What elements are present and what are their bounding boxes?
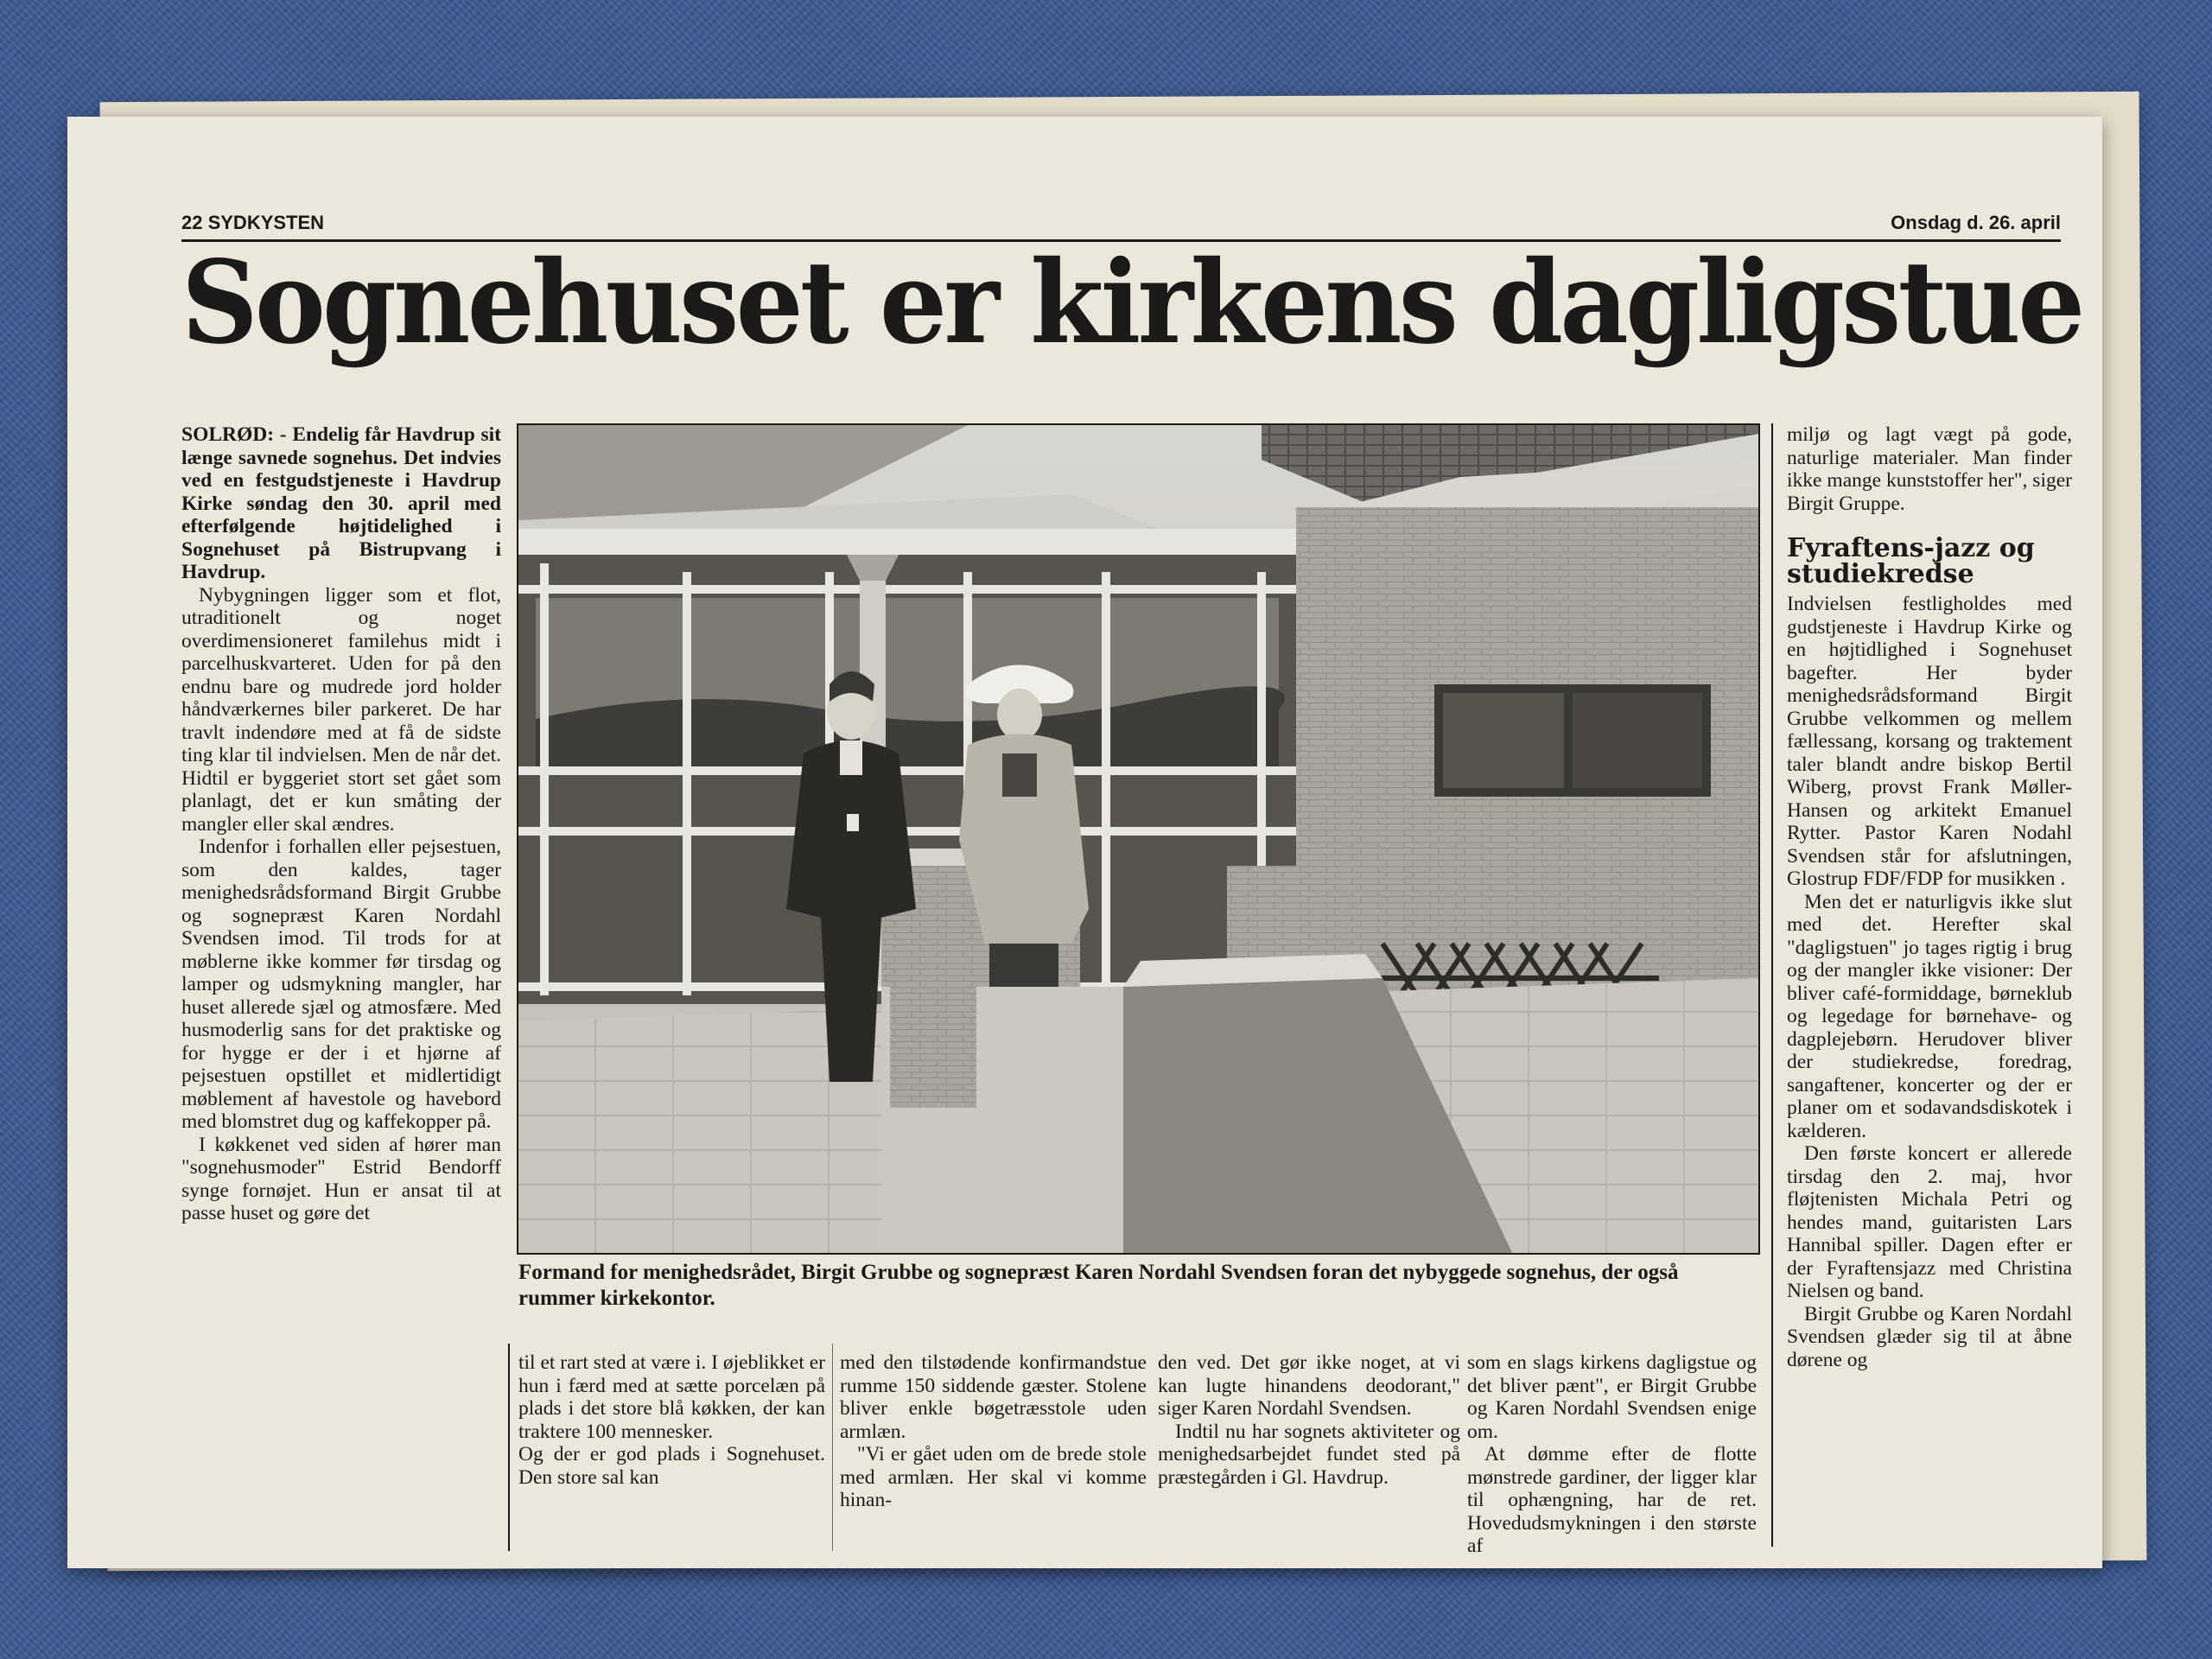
paragraph: Indtil nu har sognets aktiviteter og menighedsarbejdet fundet sted på præstegården i Gl. Havdrup.: [1158, 1420, 1460, 1489]
column-3: [840, 1351, 1147, 1512]
paragraph: som en slags kirkens dagligstue og det bliver pænt", er Birgit Grubbe og Karen Nordahl Svendsen enige om.: [1467, 1351, 1757, 1443]
column-1: [181, 423, 501, 1225]
paragraph: Den første koncert er allerede tirsdag den 2. maj, hvor fløjtenisten Michala Petri og hendes mand, guitaristen Lars Hannibal spiller. Dagen efter er der Fyraftensjazz med Christina Nielsen og band.: [1787, 1142, 2072, 1302]
newspaper-clipping: [67, 117, 2102, 1568]
column-2: [518, 1351, 825, 1489]
headline: Sognehuset er kirkens dagligstue: [181, 236, 2082, 370]
column-5: [1467, 1351, 1757, 1558]
column-rule: [508, 1344, 510, 1551]
paragraph: "Vi er gået uden om de brede stole med armlæn. Her skal vi komme hinan-: [840, 1443, 1147, 1511]
paragraph: med den tilstødende konfirmandstue rumme 150 siddende gæster. Stolene bliver enkle bøgetræsstole uden armlæn.: [840, 1351, 1147, 1443]
paragraph: Men det er naturligvis ikke slut med det. Herefter skal "dagligstuen" jo tages rigtig i brug og der mangler ikke visioner: Der bliver café-formiddage, børneklub og legedage for børnehave- og dagplejebørn. Herudover bliver der studiekredse, foredrag, sangaftener, koncerter og der er planer om et sodavandsdiskotek i kælderen.: [1787, 890, 2072, 1142]
article-photo: [517, 423, 1760, 1255]
column-rule: [832, 1344, 833, 1551]
paragraph: Indvielsen festligholdes med gudstjeneste i Havdrup Kirke og en højtidlighed i Sognehuset bagefter. Her byder menighedsrådsformand Birgit Grubbe velkommen og mellem fællessang, korsang og traktement taler blandt andre biskop Bertil Wiberg, provst Frank Møller-Hansen og arkitekt Emanuel Rytter. Pastor Karen Nodahl Svendsen står for afslutningen, Glostrup FDF/FDP for musikken .: [1787, 593, 2072, 890]
column-4: [1158, 1351, 1460, 1489]
paragraph: miljø og lagt vægt på gode, naturlige materialer. Man finder ikke mange kunststoffer her", siger Birgit Gruppe.: [1787, 423, 2072, 515]
photo-caption: Formand for menighedsrådet, Birgit Grubbe og sognepræst Karen Nordahl Svendsen foran det nybyggede sognehus, der også rummer kirkekontor.: [518, 1261, 1679, 1310]
paragraph: til et rart sted at være i. I øjeblikket er hun i færd med at sætte porcelæn på plads i det store blå køkken, der kan traktere 100 mennesker.: [518, 1351, 825, 1443]
issue-date: Onsdag d. 26. april: [1891, 212, 2061, 233]
paragraph: At dømme efter de flotte mønstrede gardiner, der ligger klar til ophængning, har de ret. Hovedudsmykningen i den største af: [1467, 1443, 1757, 1557]
page-label: 22 SYDKYSTEN: [181, 212, 325, 233]
column-rule: [1771, 423, 1773, 1547]
photo-illustration: [518, 425, 1758, 1253]
paragraph: I køkkenet ved siden af hører man "sognehusmoder" Estrid Bendorff synge fornøjet. Hun er ansat til at passe huset og gøre det: [181, 1133, 501, 1224]
paragraph: Og der er god plads i Sognehuset. Den store sal kan: [518, 1443, 825, 1489]
paragraph: Nybygningen ligger som et flot, utraditionelt og noget overdimensioneret familehus midt i parcelhuskvarteret. Uden for på den endnu bare og mudrede jord holder håndværkernes biler parkeret. De har travlt indendøre med at få de sidste ting klar til indvielsen. Men de når det. Hidtil er byggeriet stort set gået som planlagt, det er kun småting der mangler eller skal ændres.: [181, 583, 501, 836]
column-right: [1787, 423, 2072, 1371]
lead-paragraph: SOLRØD: - Endelig får Havdrup sit længe savnede sognehus. Det indvies ved en festgudstjeneste i Havdrup Kirke søndag den 30. april med efterfølgende højtidelighed i Sognehuset på Bistrupvang i Havdrup.: [181, 423, 501, 583]
paragraph: Indenfor i forhallen eller pejsestuen, som den kaldes, tager menighedsrådsformand Birgit Grubbe og sognepræst Karen Nordahl Svendsen imod. Til trods for at møblerne ikke kommer før tirsdag og lamper og udsmykning mangler, har huset allerede sjæl og atmosfære. Med husmoderlig sans for det praktiske og for hygge er der i et hjørne af pejsestuen opstillet et midlertidigt møblement af havestole og havebord med blomstret dug og kaffekopper på.: [181, 836, 501, 1133]
paragraph: Birgit Grubbe og Karen Nordahl Svendsen glæder sig til at åbne dørene og: [1787, 1302, 2072, 1371]
paragraph: den ved. Det gør ikke noget, at vi kan lugte hinandens deodorant," siger Karen Nordahl Svendsen.: [1158, 1351, 1460, 1420]
subheading: Fyraftens-jazz og studiekredse: [1787, 533, 2035, 589]
